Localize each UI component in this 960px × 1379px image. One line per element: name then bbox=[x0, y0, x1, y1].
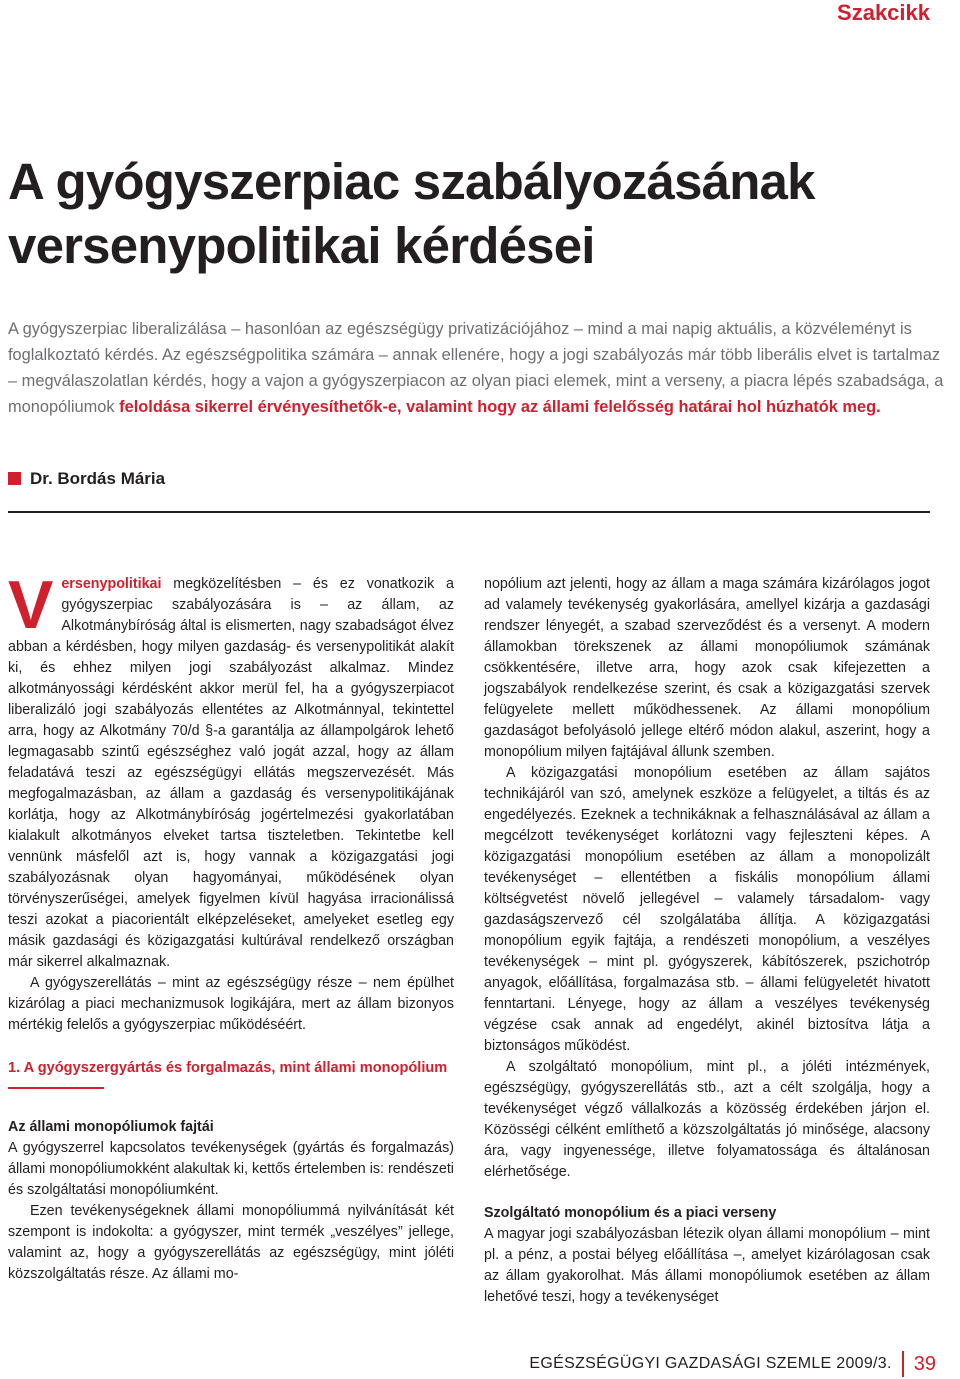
lead-in-word: ersenypolitikai bbox=[61, 576, 162, 592]
page-number: 39 bbox=[913, 1352, 936, 1375]
article-title: A gyógyszerpiac szabályozásának versenypolitikai kérdései bbox=[8, 153, 815, 274]
author-name: Dr. Bordás Mária bbox=[30, 469, 166, 488]
subheading: Szolgáltató monopólium és a piaci verseny bbox=[484, 1205, 777, 1221]
paragraph-text: megközelítésben – és ez vonatkozik a gyógyszerpiac szabályozására is – az állam, az Alkotmánybíróság által is elismerten, nagy szabadságot élvez abban a kérdésben, hogy milyen gazdaság- és versenypolitikát alakít ki, és ehhez milyen jogi szabályozást alkalmaz. Mindez alkotmányossági kérdésként akkor merül fel, ha a gyógyszerpiacot liberalizáló jogi szabályozás ellentétes az Alkotmánnyal, tekintettel arra, hogy az Alkotmány 70/d §-a garantálja az állampolgárok lehető legmagasabb szintű egészséghez való jogát azzal, hogy az állam feladatává teszi az egészségügyi ellátás megszervezését. Más megfogalmazásban, az állam a gazdaság és versenypolitikájának korlátja, hogy az Alkotmánybíróság jogértelmezési gyakorlatában kialakult alkotmányos elveket tartsa tiszteletben. Tekintetbe kell vennünk másfelől azt is, hogy vannak a közigazgatási jogi szabályozásnak olyan hagyományai, működésének olyan törvényszerűségei, amelyek figyelmen kívül hagyása irracionálissá teszi azokat a piacorientált elképzeléseket, amelyeket esetleg egy másik gazdasági és közigazgatási kultúrával rendelkező országban már sikerrel alkalmaznak. bbox=[8, 576, 454, 970]
paragraph: A gyógyszerrel kapcsolatos tevékenységek (gyártás és forgalmazás) állami monopóliumokként alakultak ki, kettős értelemben is: rendészeti és szolgáltatási monopóliumként. bbox=[8, 1140, 454, 1198]
subheading: Az állami monopóliumok fajtái bbox=[8, 1119, 214, 1135]
paragraph: A magyar jogi szabályozásban létezik olyan állami monopólium – mint pl. a pénz, a postai bélyeg előállítása –, amelyet kizárólagosan csak az állam gyakorolhat. Más állami monopóliumok esetében az állam lehetővé teszi, hogy a tevékenységet bbox=[484, 1226, 930, 1305]
lead-text: A gyógyszerpiac liberalizálása – hasonlóan az egészségügy privatizációjához – mind a mai napig aktuális, a közvéleményt is foglalkoztató kérdés. Az egészségpolitika számára – annak ellenére, hogy a jogi szabályozás már több liberális elvet is tartalmaz – megválaszolatlan kérdés, hogy a vajon a gyógyszerpiacon az olyan piaci elemek, mint a verseny, a piacra lépés szabadsága, a monopóliumok bbox=[8, 320, 944, 416]
section-label: Szakcikk bbox=[837, 0, 930, 25]
paragraph: A gyógyszerellátás – mint az egészségügy része – nem épülhet kizárólag a piaci mechanizmusok logikájára, mert az állam bizonyos mértékig felelős a gyógyszerpiac működéséért. bbox=[8, 975, 454, 1033]
intro-paragraph bbox=[8, 567, 454, 973]
journal-name: EGÉSZSÉGÜGYI GAZDASÁGI SZEMLE 2009/3. bbox=[529, 1355, 892, 1372]
header-divider bbox=[8, 511, 930, 513]
author-byline bbox=[8, 468, 165, 490]
section-heading: 1. A gyógyszergyártás és forgalmazás, mint állami monopólium bbox=[8, 1060, 448, 1076]
page-footer bbox=[529, 1351, 936, 1377]
lead-bold-text: feloldása sikerrel érvényesíthetők-e, valamint hogy az állami felelősség határai hol húzhatók meg. bbox=[119, 398, 881, 416]
paragraph: A közigazgatási monopólium esetében az állam sajátos technikájáról van szó, amelynek eszköze a felügyelet, a tiltás és az engedélyezés. Ezeknek a technikáknak a felhasználásával az állam a megcélzott tevékenységet korlátozni vagy fejleszteni képes. A közigazgatási monopólium esetében az állam a monopolizált tevékenységet – ellentétben a fiskális monopólium állami költségvetést növelő jellegével – valamely társadalom- vagy gazdaságszervező cél szolgálatába állítja. A közigazgatási monopólium egyik fajtája, a rendészeti monopólium, a veszélyes tevékenységek – mint pl. gyógyszerek, kábítószerek, pszichotróp anyagok, előállítása, forgalmazása stb. – állami felügyeletét hivatott fenntartani. Lényege, hogy az állam a veszélyes tevékenység végzése csak annak ad engedélyt, akinél biztosítva látja a biztonságos működést. bbox=[484, 765, 930, 1054]
article-lead bbox=[8, 316, 948, 420]
footer-separator bbox=[902, 1351, 904, 1377]
paragraph: nopólium azt jelenti, hogy az állam a maga számára kizárólagos jogot ad valamely tevékenység gyakorlására, amellyel kizárja a gazdasági rendszer lényegét, a szabad szerveződést és a versenyt. A modern államokban törekszenek az állami monopóliumok számának csökkentésére, illetve arra, hogy azok csak kifejezetten a jogszabályok rendelkezése szerint, és csak a közigazgatási szervek felügyelete mellett működhessenek. Az állami monopólium gazdaságot befolyásoló jellege eltérő módon alakul, aszerint, hogy a monopólium milyen fajtájával állunk szemben. bbox=[484, 576, 930, 760]
drop-cap: V bbox=[8, 567, 54, 643]
section-heading-rule bbox=[8, 1087, 104, 1089]
paragraph: A szolgáltató monopólium, mint pl., a jóléti intézmények, egészségügy, gyógyszerellátás stb., azt a célt szolgálja, hogy a tevékenységet végző vállalkozás a közösség érdekében járjon el. Közösségi célként említhető a közszolgáltatás jó minősége, alacsony ára, vagy ingyenessége, illetve folyamatossága és általánosan elérhetősége. bbox=[484, 1059, 930, 1180]
paragraph: Ezen tevékenységeknek állami monopóliummá nyilvánítását két szempont is indokolta: a gyógyszer, mint termék „veszélyes” jellege, valamint az, hogy a gyógyszerellátás az egészségügy, mint jóléti közszolgáltatás része. Az állami mo- bbox=[8, 1203, 454, 1282]
left-column bbox=[8, 567, 454, 1285]
right-column bbox=[484, 574, 930, 1308]
square-bullet-icon bbox=[8, 472, 21, 485]
